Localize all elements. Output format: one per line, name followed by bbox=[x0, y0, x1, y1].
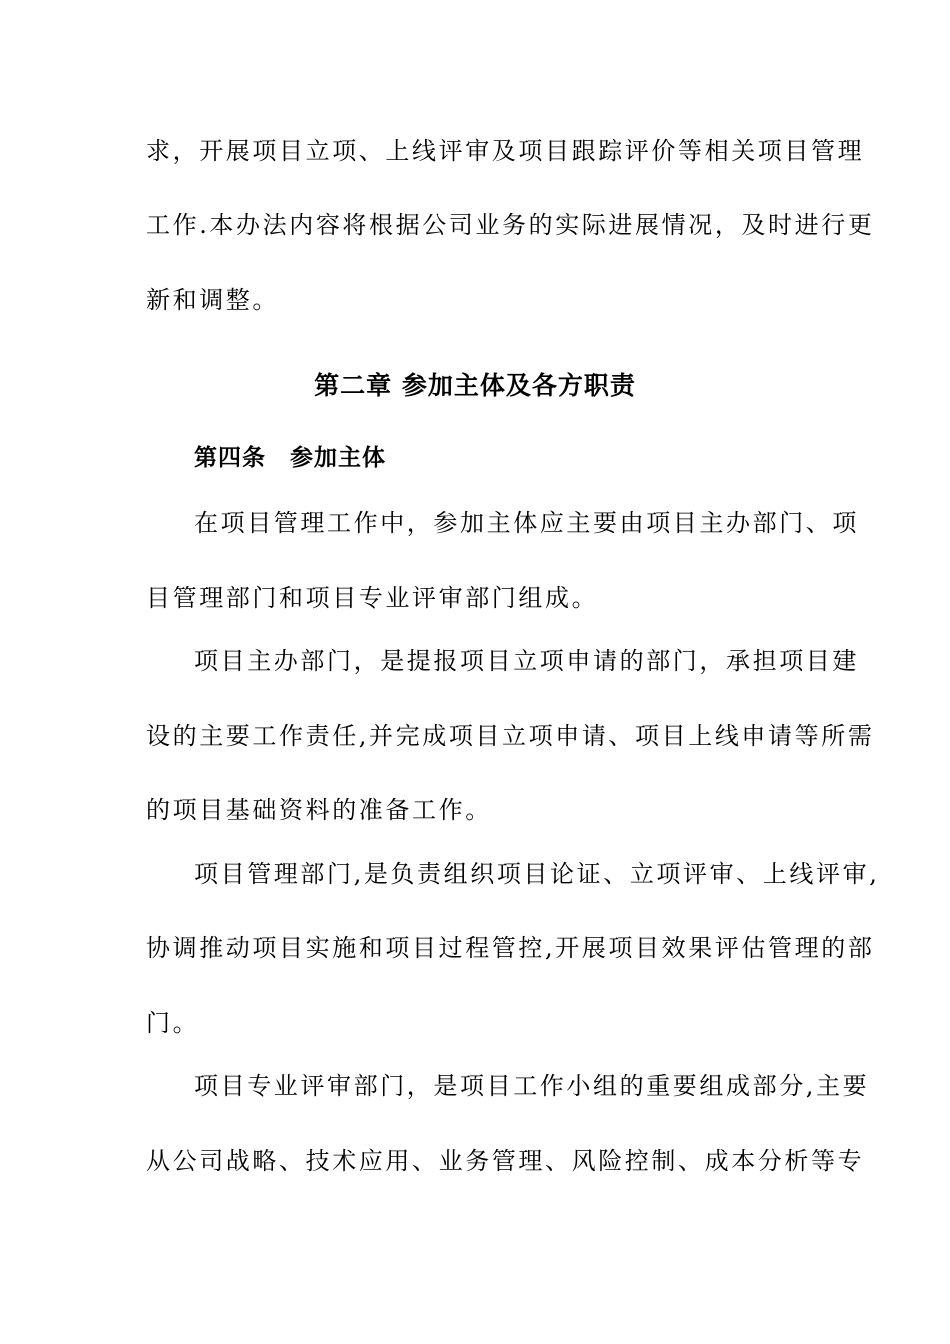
article-title: 第四条 参加主体 bbox=[194, 445, 386, 471]
paragraph-line: 项目主办部门，是提报项目立项申请的部门，承担项目建 bbox=[194, 647, 859, 675]
paragraph-line: 门。 bbox=[146, 1009, 200, 1037]
chapter-title: 第二章 参加主体及各方职责 bbox=[314, 371, 636, 400]
paragraph-line: 项目专业评审部门，是项目工作小组的重要组成部分,主要 bbox=[194, 1072, 870, 1100]
paragraph-line: 目管理部门和项目专业评审部门组成。 bbox=[146, 584, 599, 612]
paragraph-line: 在项目管理工作中，参加主体应主要由项目主办部门、项 bbox=[194, 509, 859, 537]
paragraph-line: 的项目基础资料的准备工作。 bbox=[146, 796, 492, 824]
text-line: 求，开展项目立项、上线评审及项目跟踪评价等相关项目管理 bbox=[146, 137, 865, 165]
text-line: 工作.本办法内容将根据公司业务的实际进展情况，及时进行更 bbox=[146, 211, 875, 239]
text-line: 新和调整。 bbox=[146, 286, 279, 314]
paragraph-line: 协调推动项目实施和项目过程管控,开展项目效果评估管理的部 bbox=[146, 934, 875, 962]
paragraph-line: 设的主要工作责任,并完成项目立项申请、项目上线申请等所需 bbox=[146, 722, 875, 750]
paragraph-line: 从公司战略、技术应用、业务管理、风险控制、成本分析等专 bbox=[146, 1147, 865, 1175]
paragraph-line: 项目管理部门,是负责组织项目论证、立项评审、上线评审, bbox=[194, 860, 880, 888]
